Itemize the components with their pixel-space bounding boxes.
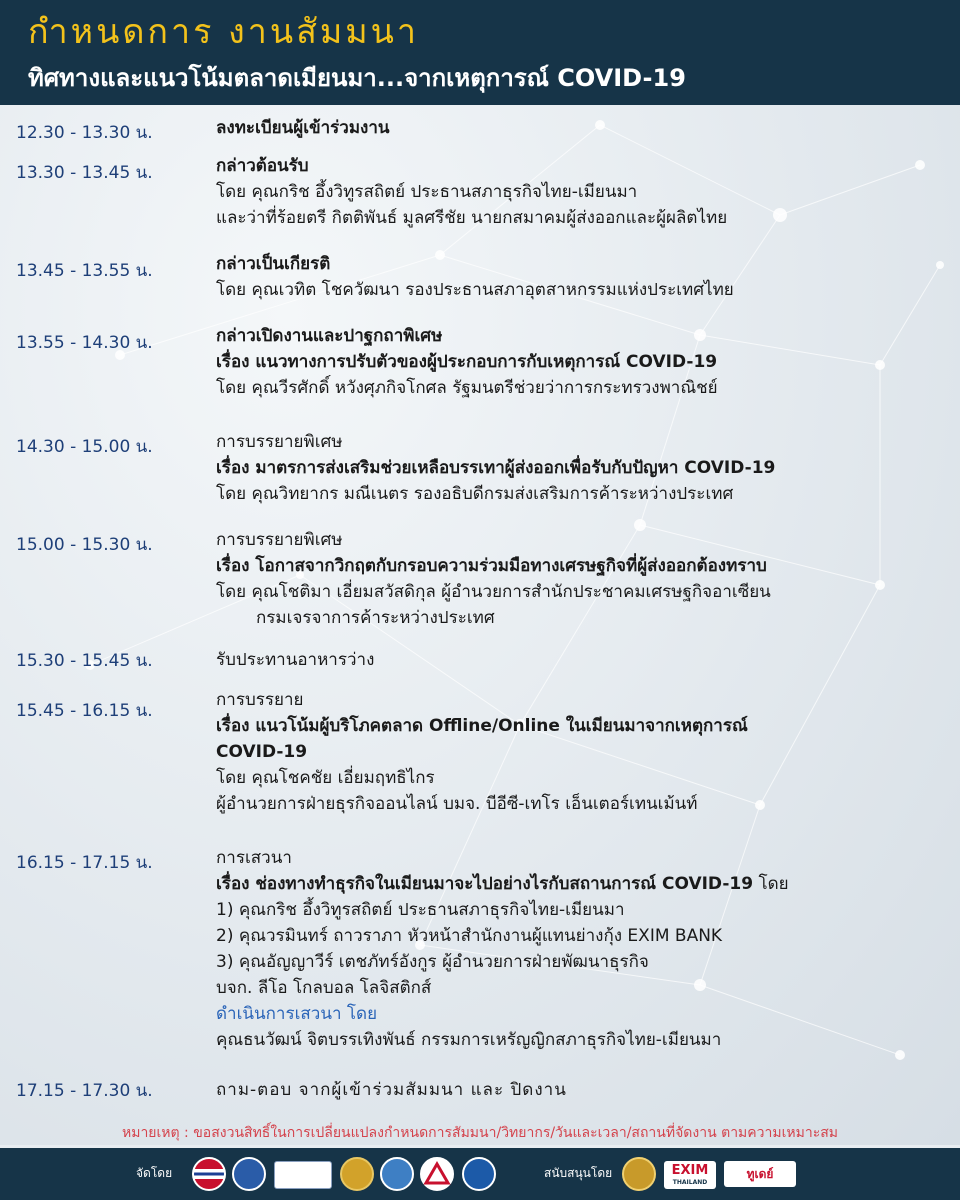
agenda-panelist: 1) คุณกริช อึ้งวิทูรสถิตย์ ประธานสภาธุรกิจไทย-เมียนมา <box>216 900 625 920</box>
agenda-speaker: โดย คุณวิทยากร มณีเนตร รองอธิบดีกรมส่งเสริมการค้าระหว่างประเทศ <box>216 484 734 504</box>
agenda-content <box>216 845 956 1053</box>
agenda-content <box>216 251 956 303</box>
agenda-session-type: การบรรยายพิเศษ <box>216 432 343 452</box>
agenda-topic-line <box>216 871 956 897</box>
organizer-logo-5 <box>380 1157 414 1191</box>
agenda-content <box>216 527 956 631</box>
agenda-speaker: โดย คุณโชคชัย เอี่ยมฤทธิไกร <box>216 768 435 788</box>
organizer-logo-1 <box>192 1157 226 1191</box>
agenda-session-type: กล่าวเปิดงานและปาฐกถาพิเศษ <box>216 326 443 346</box>
agenda-content <box>216 647 956 673</box>
agenda-time: 12.30 - 13.30 น. <box>16 123 153 143</box>
page-title: กำหนดการ งานสัมมนา <box>28 12 420 52</box>
sponsor-logo-today <box>724 1161 796 1187</box>
agenda-time: 13.55 - 14.30 น. <box>16 333 153 353</box>
agenda-list <box>0 105 960 1115</box>
agenda-panelist: 3) คุณอัญญาวีร์ เตชภัทร์อังกูร ผู้อำนวยการฝ่ายพัฒนาธุรกิจ <box>216 952 649 972</box>
agenda-topic: ลงทะเบียนผู้เข้าร่วมงาน <box>216 118 390 138</box>
agenda-topic: เรื่อง แนวโน้มผู้บริโภคตลาด Offline/Online ในเมียนมาจากเหตุการณ์ <box>216 716 748 736</box>
agenda-speaker: โดย คุณกริช อึ้งวิทูรสถิตย์ ประธานสภาธุรกิจไทย-เมียนมา <box>216 182 638 202</box>
agenda-time: 13.45 - 13.55 น. <box>16 261 153 281</box>
agenda-panelist-org: บจก. ลีโอ โกลบอล โลจิสติกส์ <box>216 978 432 998</box>
exim-text: EXIM <box>671 1163 709 1178</box>
triangle-logo-icon <box>422 1159 452 1189</box>
organizer-logo-4 <box>340 1157 374 1191</box>
agenda-speaker: โดย คุณเวทิต โชควัฒนา รองประธานสภาอุตสาหกรรมแห่งประเทศไทย <box>216 280 734 300</box>
sponsor-logo-1 <box>622 1157 656 1191</box>
agenda-speaker: และว่าที่ร้อยตรี กิตติพันธ์ มูลศรีชัย นายกสมาคมผู้ส่งออกและผู้ผลิตไทย <box>216 208 728 228</box>
agenda-moderator: คุณธนวัฒน์ จิตบรรเทิงพันธ์ กรรมการเหรัญญิกสภาธุรกิจไทย-เมียนมา <box>216 1030 722 1050</box>
agenda-content <box>216 1077 956 1103</box>
agenda-speaker: โดย คุณโชติมา เอี่ยมสวัสดิกุล ผู้อำนวยการสำนักประชาคมเศรษฐกิจอาเซียน <box>216 582 771 602</box>
sponsors-label: สนับสนุนโดย <box>544 1166 613 1180</box>
organizer-logo-7 <box>462 1157 496 1191</box>
agenda-content <box>216 115 956 141</box>
agenda-topic: เรื่อง ช่องทางทำธุรกิจในเมียนมาจะไปอย่างไรกับสถานการณ์ COVID-19 <box>216 874 754 894</box>
agenda-time: 14.30 - 15.00 น. <box>16 437 153 457</box>
agenda-speaker: โดย คุณวีรศักดิ์ หวังศุภกิจโกศล รัฐมนตรีช่วยว่าการกระทรวงพาณิชย์ <box>216 378 718 398</box>
agenda-time: 15.00 - 15.30 น. <box>16 535 153 555</box>
page-subtitle: ทิศทางและแนวโน้มตลาดเมียนมา...จากเหตุการณ์ COVID-19 <box>28 64 686 92</box>
agenda-topic-suffix: โดย <box>753 874 789 894</box>
agenda-session-type: การบรรยายพิเศษ <box>216 530 343 550</box>
agenda-time: 15.30 - 15.45 น. <box>16 651 153 671</box>
agenda-session-type: การบรรยาย <box>216 690 304 710</box>
organizer-logo-6 <box>420 1157 454 1191</box>
agenda-panelist: 2) คุณวรมินทร์ ถาวราภา หัวหน้าสำนักงานผู้แทนย่างกุ้ง EXIM BANK <box>216 926 723 946</box>
agenda-time: 15.45 - 16.15 น. <box>16 701 153 721</box>
organizer-logo-2 <box>232 1157 266 1191</box>
exim-subtext: THAILAND <box>672 1179 708 1186</box>
agenda-content <box>216 429 956 507</box>
organizers-label: จัดโดย <box>136 1166 173 1180</box>
disclaimer-note: หมายเหตุ : ขอสงวนสิทธิ์ในการเปลี่ยนแปลงกำหนดการสัมมนา/วิทยากร/วันและเวลา/สถานที่จัดงาน ตามความเหมาะสม <box>121 1125 839 1141</box>
agenda-content <box>216 153 956 231</box>
agenda-time: 16.15 - 17.15 น. <box>16 853 153 873</box>
agenda-topic: เรื่อง มาตรการส่งเสริมช่วยเหลือบรรเทาผู้ส่งออกเพื่อรับกับปัญหา COVID-19 <box>216 458 776 478</box>
agenda-content <box>216 687 956 817</box>
agenda-speaker-org: กรมเจรจาการค้าระหว่างประเทศ <box>256 608 495 628</box>
agenda-moderator-label: ดำเนินการเสวนา โดย <box>216 1004 378 1024</box>
agenda-topic: ถาม-ตอบ จากผู้เข้าร่วมสัมมนา และ ปิดงาน <box>216 1080 567 1100</box>
agenda-topic: รับประทานอาหารว่าง <box>216 650 375 670</box>
agenda-speaker-org: ผู้อำนวยการฝ่ายธุรกิจออนไลน์ บมจ. บีอีซี-เทโร เอ็นเตอร์เทนเม้นท์ <box>216 794 698 814</box>
organizer-logo-3 <box>274 1161 332 1189</box>
agenda-time: 17.15 - 17.30 น. <box>16 1081 153 1101</box>
agenda-topic: เรื่อง โอกาสจากวิกฤตกับกรอบความร่วมมือทางเศรษฐกิจที่ผู้ส่งออกต้องทราบ <box>216 556 767 576</box>
today-text: ทูเดย์ <box>746 1167 774 1181</box>
agenda-topic: เรื่อง แนวทางการปรับตัวของผู้ประกอบการกับเหตุการณ์ COVID-19 <box>216 352 718 372</box>
agenda-session-type: การเสวนา <box>216 848 292 868</box>
sponsor-logo-exim <box>664 1161 716 1189</box>
header-banner <box>0 0 960 105</box>
agenda-topic: กล่าวต้อนรับ <box>216 156 309 176</box>
footer-bar <box>0 1148 960 1200</box>
agenda-time: 13.30 - 13.45 น. <box>16 163 153 183</box>
agenda-topic-cont: COVID-19 <box>216 742 308 762</box>
agenda-topic: กล่าวเป็นเกียรติ <box>216 254 331 274</box>
agenda-content <box>216 323 956 401</box>
